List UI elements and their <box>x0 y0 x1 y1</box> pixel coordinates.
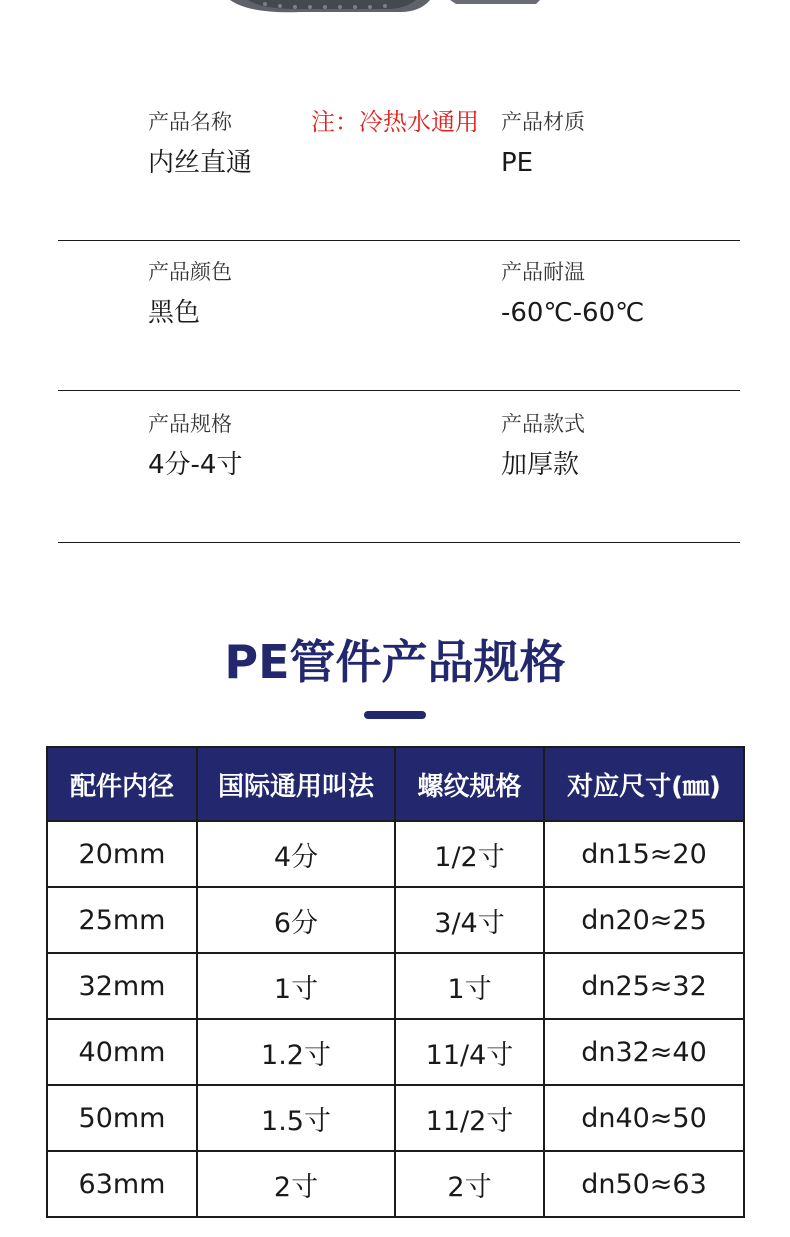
table-cell: 1.5寸 <box>197 1085 395 1151</box>
column-header: 螺纹规格 <box>395 747 544 821</box>
table-cell: 4分 <box>197 821 395 887</box>
table-cell: 63mm <box>47 1151 197 1217</box>
attribute-row <box>58 240 740 391</box>
note-text: 注：冷热水通用 <box>311 108 479 136</box>
table-row <box>47 1019 744 1085</box>
attribute-label: 产品名称 <box>148 110 232 134</box>
attribute-value: -60℃-60℃ <box>501 298 645 328</box>
spec-section-title: PE管件产品规格 <box>224 635 566 689</box>
table-cell: 2寸 <box>197 1151 395 1217</box>
table-cell: 32mm <box>47 953 197 1019</box>
table-cell: 20mm <box>47 821 197 887</box>
attribute-label: 产品款式 <box>501 412 585 436</box>
table-cell: 1/2寸 <box>395 821 544 887</box>
title-underline <box>364 711 426 719</box>
table-cell: 1.2寸 <box>197 1019 395 1085</box>
attribute-row <box>58 392 740 543</box>
table-cell: 3/4寸 <box>395 887 544 953</box>
attribute-cell <box>148 392 242 482</box>
attribute-value: 加厚款 <box>501 450 580 480</box>
attribute-label: 产品材质 <box>501 110 585 134</box>
table-row <box>47 1085 744 1151</box>
attribute-value: 黑色 <box>148 298 201 328</box>
table-cell: dn40≈50 <box>544 1085 744 1151</box>
attribute-cell <box>501 90 585 180</box>
spec-table <box>46 746 745 1218</box>
table-header-row <box>47 747 744 821</box>
table-cell: dn15≈20 <box>544 821 744 887</box>
column-header: 国际通用叫法 <box>197 747 395 821</box>
attribute-label: 产品颜色 <box>148 260 232 284</box>
table-row <box>47 953 744 1019</box>
table-cell: 1寸 <box>395 953 544 1019</box>
column-header: 配件内径 <box>47 747 197 821</box>
attribute-cell <box>148 90 252 180</box>
table-cell: 40mm <box>47 1019 197 1085</box>
table-row <box>47 887 744 953</box>
table-cell: 11/4寸 <box>395 1019 544 1085</box>
attribute-row <box>58 90 740 241</box>
attribute-value: 4分-4寸 <box>148 450 243 480</box>
table-cell: 25mm <box>47 887 197 953</box>
attribute-value: PE <box>501 148 534 178</box>
attribute-cell <box>501 240 644 330</box>
table-cell: 11/2寸 <box>395 1085 544 1151</box>
attribute-label: 产品耐温 <box>501 260 585 284</box>
attribute-cell <box>501 392 585 482</box>
attribute-label: 产品规格 <box>148 412 232 436</box>
product-photo <box>220 0 550 14</box>
attribute-cell <box>148 240 232 330</box>
table-cell: dn20≈25 <box>544 887 744 953</box>
table-cell: dn25≈32 <box>544 953 744 1019</box>
column-header: 对应尺寸(㎜) <box>544 747 744 821</box>
table-cell: 50mm <box>47 1085 197 1151</box>
table-row <box>47 821 744 887</box>
table-cell: dn50≈63 <box>544 1151 744 1217</box>
table-cell: 2寸 <box>395 1151 544 1217</box>
table-cell: dn32≈40 <box>544 1019 744 1085</box>
attribute-value: 内丝直通 <box>148 148 253 178</box>
table-row <box>47 1151 744 1217</box>
table-cell: 1寸 <box>197 953 395 1019</box>
table-cell: 6分 <box>197 887 395 953</box>
